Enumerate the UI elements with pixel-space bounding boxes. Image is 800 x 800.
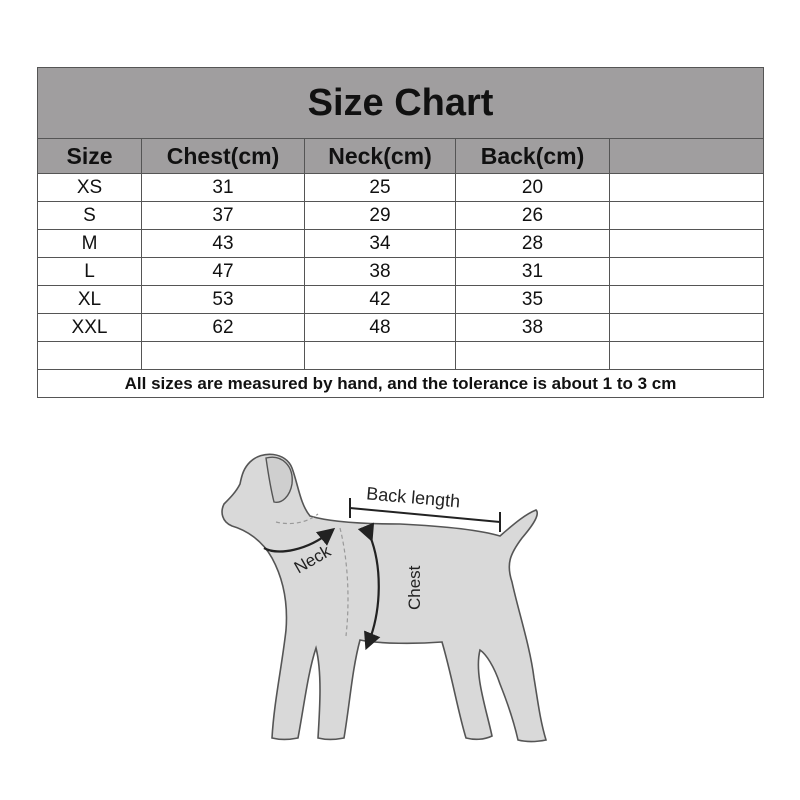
cell-neck: 34 bbox=[305, 230, 456, 258]
cell-empty bbox=[610, 258, 764, 286]
cell-neck: 42 bbox=[305, 286, 456, 314]
header-size: Size bbox=[38, 139, 142, 174]
cell-empty bbox=[610, 286, 764, 314]
cell-chest: 62 bbox=[142, 314, 305, 342]
cell-size: XS bbox=[38, 174, 142, 202]
size-chart-table bbox=[37, 67, 764, 398]
cell-back bbox=[456, 342, 610, 370]
header-row bbox=[38, 139, 764, 174]
cell-size: XXL bbox=[38, 314, 142, 342]
header-back: Back(cm) bbox=[456, 139, 610, 174]
cell-chest: 47 bbox=[142, 258, 305, 286]
table-row bbox=[38, 174, 764, 202]
cell-back: 26 bbox=[456, 202, 610, 230]
cell-back: 38 bbox=[456, 314, 610, 342]
cell-chest: 37 bbox=[142, 202, 305, 230]
cell-size: XL bbox=[38, 286, 142, 314]
cell-chest: 43 bbox=[142, 230, 305, 258]
cell-empty bbox=[610, 230, 764, 258]
cell-size bbox=[38, 342, 142, 370]
cell-size: L bbox=[38, 258, 142, 286]
cell-empty bbox=[610, 342, 764, 370]
cell-back: 31 bbox=[456, 258, 610, 286]
cell-neck: 38 bbox=[305, 258, 456, 286]
cell-back: 20 bbox=[456, 174, 610, 202]
table-row bbox=[38, 230, 764, 258]
chart-title: Size Chart bbox=[38, 68, 764, 139]
table-row bbox=[38, 286, 764, 314]
cell-empty bbox=[610, 202, 764, 230]
cell-empty bbox=[610, 314, 764, 342]
cell-chest: 31 bbox=[142, 174, 305, 202]
chest-label: Chest bbox=[405, 565, 424, 610]
cell-chest: 53 bbox=[142, 286, 305, 314]
table-row bbox=[38, 258, 764, 286]
tolerance-note: All sizes are measured by hand, and the tolerance is about 1 to 3 cm bbox=[38, 370, 764, 398]
table-row bbox=[38, 342, 764, 370]
cell-back: 35 bbox=[456, 286, 610, 314]
cell-back: 28 bbox=[456, 230, 610, 258]
cell-empty bbox=[610, 174, 764, 202]
cell-size: S bbox=[38, 202, 142, 230]
cell-neck: 29 bbox=[305, 202, 456, 230]
cell-neck bbox=[305, 342, 456, 370]
cell-neck: 48 bbox=[305, 314, 456, 342]
table-row bbox=[38, 314, 764, 342]
neck-label: Neck bbox=[290, 541, 334, 578]
title-row bbox=[38, 68, 764, 139]
back-length-label: Back length bbox=[365, 483, 461, 512]
header-neck: Neck(cm) bbox=[305, 139, 456, 174]
table-row bbox=[38, 202, 764, 230]
cell-size: M bbox=[38, 230, 142, 258]
header-chest: Chest(cm) bbox=[142, 139, 305, 174]
dog-measurement-diagram bbox=[200, 440, 580, 780]
cell-neck: 25 bbox=[305, 174, 456, 202]
back-length-line bbox=[350, 508, 500, 522]
note-row bbox=[38, 370, 764, 398]
header-empty bbox=[610, 139, 764, 174]
cell-chest bbox=[142, 342, 305, 370]
